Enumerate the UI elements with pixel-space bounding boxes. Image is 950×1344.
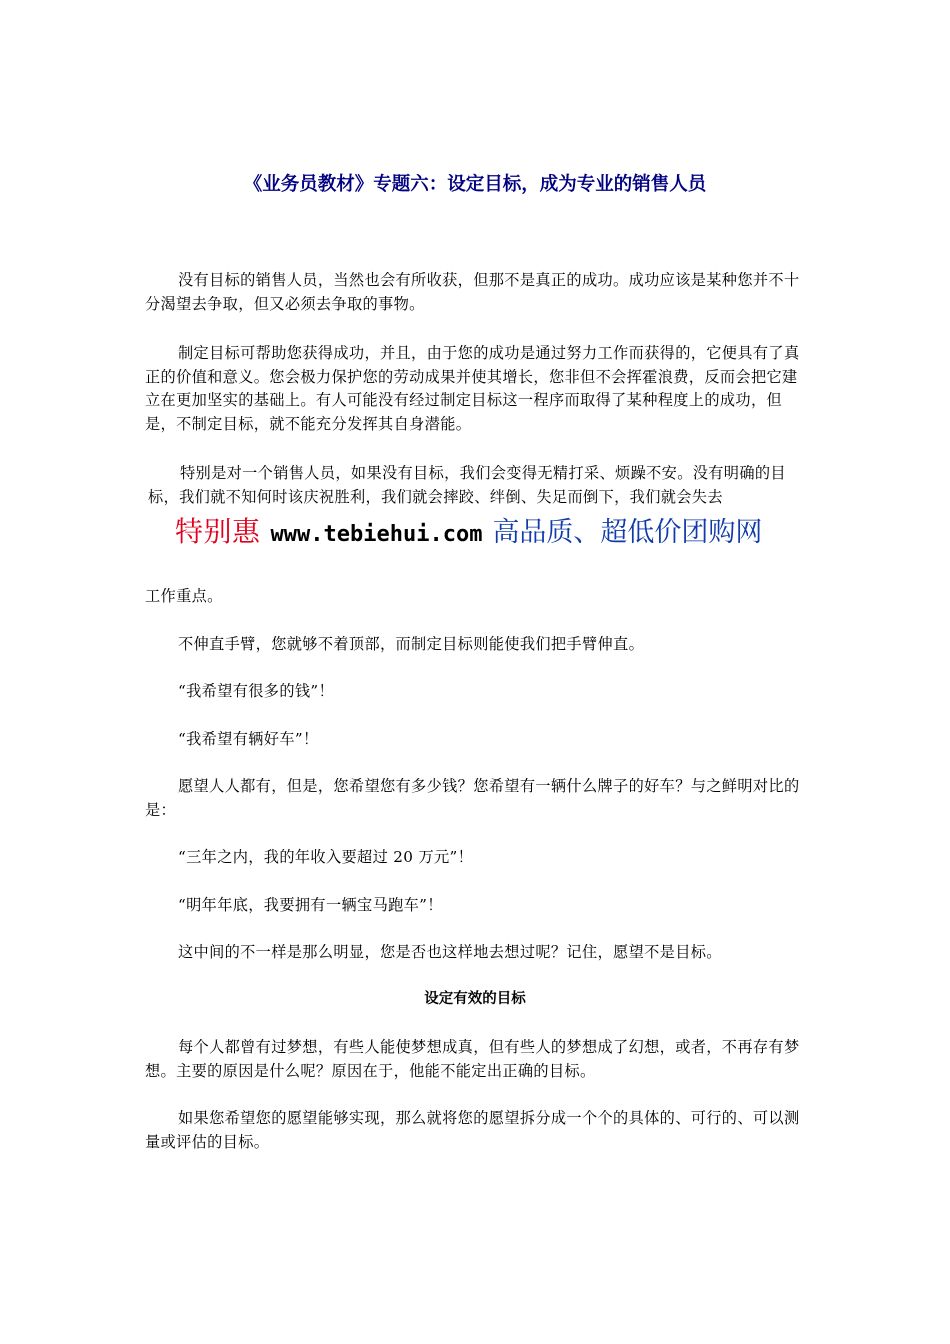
paragraph-7: 每个人都曾有过梦想，有些人能使梦想成真，但有些人的梦想成了幻想，或者，不再存有梦想。主要的原因是什么呢？原因在于，他能不能定出正确的目标。 [145,1038,800,1080]
ad-banner[interactable] [175,510,815,554]
paragraph-2: 制定目标可帮助您获得成功，并且，由于您的成功是通过努力工作而获得的，它便具有了真正的价值和意义。您会极力保护您的劳动成果并使其增长，您非但不会挥霍浪费，反而会把它建立在更加坚实的基础上。有人可能没有经过制定目标这一程序而取得了某种程度上的成功，但是，不制定目标，就不能充分发挥其自身潜能。 [145,344,800,433]
paragraph-1: 没有目标的销售人员，当然也会有所收获，但那不是真正的成功。成功应该是某种您并不十分渴望去争取，但又必须去争取的事物。 [145,271,800,313]
paragraph-6: 这中间的不一样是那么明显，您是否也这样地去想过呢？记住，愿望不是目标。 [178,943,722,961]
section-heading: 设定有效的目标 [424,991,526,1007]
paragraph-8: 如果您希望您的愿望能够实现，那么就将您的愿望拆分成一个个的具体的、可行的、可以测量或评估的目标。 [145,1109,800,1151]
banner-slogan: 高品质、超低价团购网 [492,517,763,548]
paragraph-3-continuation: 工作重点。 [145,587,223,605]
quote-goal-income: “三年之内，我的年收入要超过 20 万元”！ [178,848,474,866]
paragraph-5: 愿望人人都有，但是，您希望您有多少钱？您希望有一辆什么牌子的好车？与之鲜明对比的是： [145,777,800,819]
banner-url-link[interactable]: www.tebiehui.com [270,522,483,547]
paragraph-4: 不伸直手臂，您就够不着顶部，而制定目标则能使我们把手臂伸直。 [178,635,645,653]
document-title: 《业务员教材》专题六：设定目标，成为专业的销售人员 [243,174,707,195]
quote-wish-money: “我希望有很多的钱”！ [178,682,335,700]
quote-wish-car: “我希望有辆好车”！ [178,730,319,748]
paragraph-3: 特别是对一个销售人员，如果没有目标，我们会变得无精打采、烦躁不安。没有明确的目标，我们就不知何时该庆祝胜利，我们就会摔跤、绊倒、失足而倒下，我们就会失去 [148,464,786,506]
quote-goal-car: “明年年底，我要拥有一辆宝马跑车”！ [178,896,443,914]
banner-brand: 特别惠 [175,515,261,548]
